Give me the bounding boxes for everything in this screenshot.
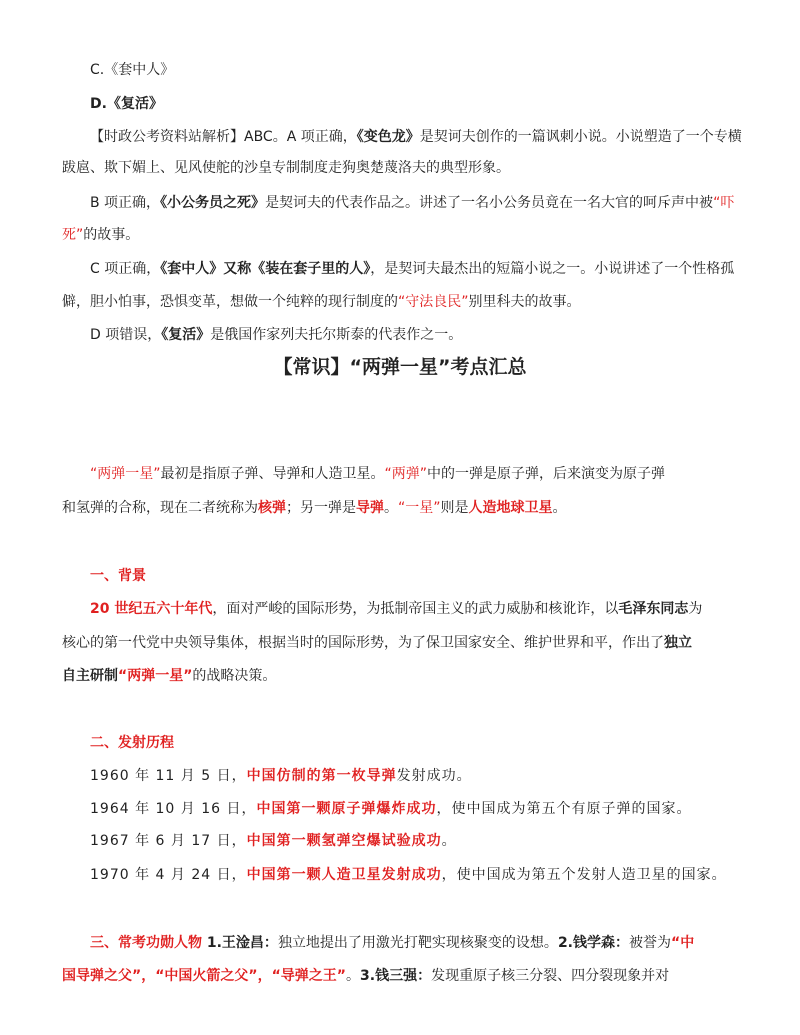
analysis-text: 是契诃夫创作的一篇讽刺小说。小说塑造了一个专横 <box>419 129 742 145</box>
body-text: 。 <box>384 500 398 516</box>
event-detail: 发射成功。 <box>396 768 472 784</box>
analysis-p2-line1 <box>90 193 738 213</box>
key-term: 20 世纪五六十年代 <box>90 601 213 617</box>
event-detail: ，使中国成为第五个发射人造卫星的国家。 <box>441 867 727 883</box>
launch-event <box>90 766 738 786</box>
intro-line2 <box>62 498 738 518</box>
highlight-text: “两弹” <box>384 466 428 482</box>
page-title: 【常识】“两弹一星”考点汇总 <box>273 356 527 378</box>
person-name: 3.钱三强： <box>360 968 432 984</box>
body-text: 最初是指原子弹、导弹和人造卫星。 <box>160 466 385 482</box>
background-line3 <box>62 666 738 686</box>
highlight-text: “守法良民” <box>398 294 469 310</box>
body-text: 。 <box>552 500 567 516</box>
analysis-text: 僻，胆小怕事，恐惧变革，想做一个纯粹的现行制度的 <box>62 294 398 310</box>
analysis-text: 是契诃夫的代表作品之。讲述了一名小公务员竟在一名大官的呵斥声中被 <box>265 195 714 211</box>
body-text: 中的一弹是原子弹，后来演变为原子弹 <box>427 466 666 482</box>
book-title: 《变色龙》 <box>356 129 420 145</box>
highlight-text: 死” <box>62 227 84 243</box>
body-text: ；另一弹是 <box>286 500 356 516</box>
highlight-text: “吓 <box>713 195 735 211</box>
launch-event <box>90 831 738 851</box>
key-term: 导弹 <box>356 500 384 516</box>
analysis-text: C 项正确， <box>90 261 161 277</box>
book-title: 《复活》 <box>161 327 211 343</box>
background-line2 <box>62 633 738 653</box>
body-text: 被誉为 <box>629 935 671 951</box>
body-text: ，面对严峻的国际形势，为抵制帝国主义的武力威胁和核讹诈，以 <box>212 601 619 617</box>
analysis-text: 别里科夫的故事。 <box>468 294 581 310</box>
event-title: 中国第一颗原子弹爆炸成功 <box>256 801 437 817</box>
section-heading-figures: 三、常考功勋人物 <box>90 935 202 951</box>
event-date: 1967 年 6 月 17 日， <box>90 833 247 849</box>
option-d: D.《复活》 <box>90 96 163 112</box>
person-name: 2.钱学森： <box>557 935 629 951</box>
key-term: 人造地球卫星 <box>468 500 553 516</box>
analysis-p4 <box>90 325 738 345</box>
event-detail: 。 <box>441 833 457 849</box>
analysis-p3-line2 <box>62 292 738 312</box>
analysis-p1-line1 <box>90 127 742 147</box>
analysis-text: 的故事。 <box>83 227 140 243</box>
event-detail: ，使中国成为第五个有原子弹的国家。 <box>436 801 692 817</box>
event-title: 中国第一颗氢弹空爆试验成功 <box>246 833 442 849</box>
body-text: 发现重原子核三分裂、四分裂现象并对 <box>431 968 670 984</box>
figures-line1 <box>90 933 738 953</box>
highlight-text: “一星” <box>398 500 441 516</box>
analysis-text: ，是契诃夫最杰出的短篇小说之一。小说讲述了一个性格孤 <box>370 261 735 277</box>
highlight-text: “中 <box>671 935 695 951</box>
body-text: 的战略决策。 <box>192 668 277 684</box>
background-line1 <box>90 599 738 619</box>
key-term: 自主研制 <box>62 668 118 684</box>
event-date: 1960 年 11 月 5 日， <box>90 768 247 784</box>
intro-line1 <box>90 464 738 484</box>
event-date: 1970 年 4 月 24 日， <box>90 867 247 883</box>
body-text: 核心的第一代党中央领导集体，根据当时的国际形势，为了保卫国家安全、维护世界和平，作出了 <box>62 635 664 651</box>
book-title: 《套中人》又称《装在套子里的人》 <box>160 261 371 277</box>
highlight-text: 国导弹之父”，“中国火箭之父”，“导弹之王” <box>62 968 347 984</box>
highlight-text: “两弹一星” <box>90 466 161 482</box>
event-title: 中国仿制的第一枚导弹 <box>246 768 397 784</box>
event-date: 1964 年 10 月 16 日， <box>90 801 257 817</box>
key-term: 独立 <box>664 635 692 651</box>
body-text: 。 <box>346 968 361 984</box>
person-name: 1.王淦昌： <box>202 935 278 951</box>
key-term: “两弹一星” <box>118 668 193 684</box>
analysis-text: 【时政公考资料站解析】ABC。A 项正确， <box>90 129 357 145</box>
launch-event <box>90 799 738 819</box>
key-person: 毛泽东同志 <box>618 601 689 617</box>
analysis-p3-line1 <box>90 259 738 279</box>
analysis-text: B 项正确， <box>90 195 161 211</box>
analysis-text: D 项错误， <box>90 327 162 343</box>
key-term: 核弹 <box>258 500 286 516</box>
option-c: C.《套中人》 <box>90 62 175 78</box>
section-heading-launch-history: 二、发射历程 <box>90 735 174 751</box>
analysis-p1-line2: 跋扈、欺下媚上、见风使舵的沙皇专制制度走狗奥楚蔑洛夫的典型形象。 <box>62 160 510 176</box>
book-title: 《小公务员之死》 <box>160 195 266 211</box>
event-title: 中国第一颗人造卫星发射成功 <box>246 867 442 883</box>
section-heading-background: 一、背景 <box>90 568 146 584</box>
figures-line2 <box>62 966 738 986</box>
analysis-p2-line2 <box>62 225 738 245</box>
analysis-text: 是俄国作家列夫托尔斯泰的代表作之一。 <box>210 327 463 343</box>
body-text: 则是 <box>440 500 469 516</box>
body-text: 独立地提出了用激光打靶实现核聚变的设想。 <box>277 935 558 951</box>
body-text: 和氢弹的合称，现在二者统称为 <box>62 500 258 516</box>
launch-event <box>90 865 738 885</box>
body-text: 为 <box>688 601 703 617</box>
